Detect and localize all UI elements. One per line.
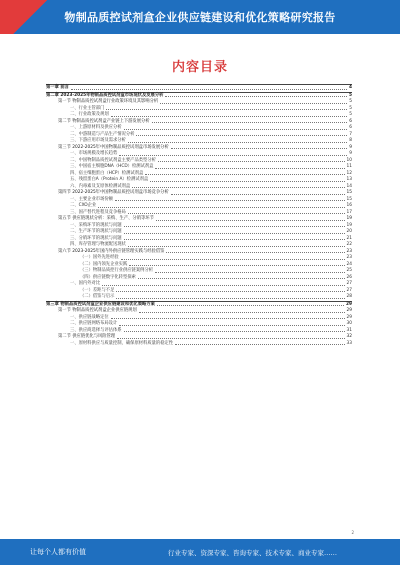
toc-entry-title: （一）差距与不足 (80, 287, 115, 293)
toc-entry-title: 一、国内外对比 (70, 281, 101, 286)
toc-entry-title: 三、中国宿主细胞DNA（HCD）检测试剂盒 (70, 164, 154, 169)
toc-leader-dots (111, 318, 345, 319)
toc-entry-title: 三、国产替代进程及竞争格局 (70, 209, 126, 215)
toc-entry-title: 第二章 2023-2025年物制品质控试剂盒市场现状及发展分析 (46, 92, 164, 98)
toc-leader-dots (119, 325, 344, 326)
toc-entry-title: （二）国内领先企业实践 (80, 261, 128, 267)
toc-leader-dots (116, 291, 344, 292)
toc-entry-page: 14 (346, 183, 352, 189)
toc-entry-title: 二、中国物制品质控试剂盒主要产品类型分析 (70, 157, 156, 163)
toc-entry-page: 20 (346, 229, 352, 234)
toc-leader-dots (71, 89, 347, 90)
toc-entry-title: 二、CXO企业 (70, 203, 97, 208)
toc-entry-title: 二、供应链网络布局设计 (70, 321, 118, 326)
toc-leader-dots (111, 116, 348, 117)
toc-entry-title: 一、主要企业市场份额 (70, 196, 113, 202)
toc-entry-page: 26 (346, 274, 352, 280)
toc-leader-dots (138, 278, 345, 279)
toc-leader-dots (128, 213, 345, 214)
toc-leader-dots (156, 220, 345, 221)
toc-leader-dots (150, 181, 344, 182)
toc-entry[interactable] (46, 301, 352, 309)
toc-leader-dots (136, 135, 347, 136)
toc-entry[interactable] (46, 84, 352, 92)
toc-leader-dots (128, 246, 345, 247)
toc-leader-dots (102, 285, 344, 286)
toc-leader-dots (157, 305, 344, 306)
toc-entry-page: 29 (346, 314, 352, 320)
footer-slogan: 让每个人都有价值 (30, 548, 86, 556)
toc-leader-dots (128, 142, 347, 143)
toc-leader-dots (152, 122, 348, 123)
toc-entry-title: 一、上游原材料及供应分析 (70, 125, 122, 130)
toc-entry-title: 第一节 物制品质控试剂盒企业供应链规划 (58, 308, 137, 313)
toc-leader-dots (124, 239, 345, 240)
toc-entry-page: 7 (349, 131, 352, 137)
toc-leader-dots (124, 226, 345, 227)
toc-leader-dots (145, 174, 344, 175)
toc-leader-dots (175, 344, 344, 345)
toc-heading: 内容目录 (171, 60, 228, 75)
toc-leader-dots (116, 298, 344, 299)
toc-leader-dots (121, 259, 345, 260)
toc-entry-page: 21 (346, 235, 352, 241)
toc-entry-page: 16 (346, 203, 352, 208)
toc-entry-title: （一）国外先进经验 (80, 255, 119, 260)
toc-entry-page: 27 (346, 281, 352, 286)
toc-entry-title: 二、行业政策及规划 (70, 112, 109, 117)
toc-entry-page: 5 (349, 99, 352, 104)
toc-entry-title: 一、采购环节的现状与问题 (70, 222, 122, 228)
toc-entry[interactable] (46, 92, 352, 100)
toc-entry-page: 11 (346, 164, 352, 169)
page-number: 2 (351, 530, 354, 535)
toc-entry-title: 三、下游应用市场及需求分析 (70, 138, 126, 143)
toc-entry-page: 28 (346, 294, 352, 299)
toc-entry-page: 19 (346, 222, 352, 228)
toc-entry-page: 8 (349, 138, 352, 143)
toc-entry-title: 三、供应商选择与评估体系 (70, 327, 122, 333)
toc-entry-page: 5 (349, 92, 352, 98)
toc-leader-dots (106, 109, 347, 110)
footer-bar (0, 539, 400, 565)
toc-entry-title: 四、宿主细胞蛋白（HCP）检测试剂盒 (70, 170, 144, 176)
toc-entry-page: 15 (346, 190, 352, 195)
toc-entry-page: 6 (349, 125, 352, 130)
toc-leader-dots (171, 148, 348, 149)
toc-leader-dots (124, 129, 348, 130)
toc-entry-page: 6 (349, 118, 352, 124)
toc-entry-page: 29 (346, 308, 352, 313)
toc-entry-title: 一、供应链战略定位 (70, 314, 109, 320)
toc-leader-dots (139, 312, 345, 313)
toc-entry-title: 一、行业主管部门 (70, 105, 105, 111)
toc-leader-dots (155, 168, 344, 169)
toc-entry-page: 22 (346, 242, 352, 247)
toc-leader-dots (166, 252, 344, 253)
toc-entry-page: 5 (349, 112, 352, 117)
toc-entry-page: 12 (346, 170, 352, 176)
toc-entry-page: 24 (346, 261, 352, 267)
toc-leader-dots (155, 272, 344, 273)
toc-entry-title: 一、原材料供应与质量控制，确保原材料质量的稳定性 (70, 340, 174, 346)
toc-leader-dots (124, 233, 345, 234)
toc-entry-title: 三、分销环节的现状与问题 (70, 235, 122, 241)
toc-entry-page: 15 (346, 196, 352, 202)
toc-entry-title: 四、库存管理与物流配送现状 (70, 242, 126, 247)
toc-entry-page: 5 (349, 105, 352, 111)
toc-entry-title: 一、市场规模及增长趋势 (70, 151, 118, 156)
toc-entry-title: 二、生产环节的现状与问题 (70, 229, 122, 234)
toc-entry-title: 第四节 2022-2025年中国物制品质控试剂盒市场竞争分析 (58, 190, 169, 195)
toc-entry-title: （四）供应链数字化转型探索 (80, 274, 136, 280)
toc-entry-page: 13 (346, 177, 352, 182)
toc-entry-title: 六、内毒素及支原体检测试剂盒 (70, 183, 131, 189)
toc-entry-title: 第二节 物制品质控试剂盒产业链上下游发展分析 (58, 118, 150, 124)
toc-entry-page: 31 (346, 327, 352, 333)
toc-entry-title: 第五节 供应链现状分析：采购、生产、分销等环节 (58, 216, 154, 221)
toc-entry-page: 10 (346, 157, 352, 163)
toc-leader-dots (117, 338, 344, 339)
toc-entry-title: 第一章 前言 (46, 85, 69, 90)
toc-leader-dots (165, 96, 347, 97)
toc-leader-dots (129, 265, 344, 266)
toc-entry-page: 33 (346, 340, 352, 346)
report-title: 物制品质控试剂盒企业供应链建设和优化策略研究报告 (64, 11, 336, 24)
toc-entry-title: 第一节 物制品质控试剂盒行业政策环境及其影响分析 (58, 99, 159, 104)
toc-entry-page: 29 (346, 301, 352, 307)
table-of-contents (46, 84, 352, 347)
toc-entry-page: 23 (346, 255, 352, 260)
toc-entry-page: 32 (346, 334, 352, 339)
toc-entry-title: 第三节 2022-2025年中国物制品质控试剂盒市场发展分析 (58, 144, 169, 150)
toc-entry-page: 30 (346, 321, 352, 326)
toc-entry-page: 17 (346, 209, 352, 215)
toc-leader-dots (115, 200, 345, 201)
toc-entry-page: 23 (346, 248, 352, 254)
toc-entry-title: （三）物制品质控行业供应链案例分析 (80, 268, 154, 273)
toc-entry-title: 二、中游制造与产品生产情况分析 (70, 131, 135, 137)
toc-leader-dots (158, 161, 345, 162)
toc-leader-dots (160, 103, 347, 104)
toc-entry-page: 9 (349, 144, 352, 150)
toc-leader-dots (119, 155, 347, 156)
toc-leader-dots (171, 194, 345, 195)
toc-entry-page: 19 (346, 216, 352, 221)
toc-entry-page: 25 (346, 268, 352, 273)
toc-entry-title: （二）借鉴与启示 (80, 294, 115, 299)
toc-entry-title: 第三章 物制品质控试剂盒企业供应链建设和优化策略方案 (46, 301, 155, 307)
toc-entry-page: 27 (346, 287, 352, 293)
toc-leader-dots (124, 331, 345, 332)
footer-tagline: 行业专家、资深专家、咨询专家、技术专家、商业专家…… (168, 548, 337, 557)
toc-entry-page: 9 (349, 151, 352, 156)
toc-entry-title: 五、残留蛋白A（Protein A）检测试剂盒 (70, 177, 149, 182)
toc-entry-page: 4 (349, 85, 352, 90)
toc-entry[interactable] (46, 341, 352, 348)
header-bar (0, 0, 400, 34)
toc-entry-title: 第二节 供应链优化与风险管理 (58, 334, 116, 339)
toc-entry-title: 第六节 2023-2025年国内外供应链管理实践与经验借鉴 (58, 248, 165, 254)
toc-leader-dots (132, 187, 344, 188)
toc-leader-dots (98, 207, 344, 208)
